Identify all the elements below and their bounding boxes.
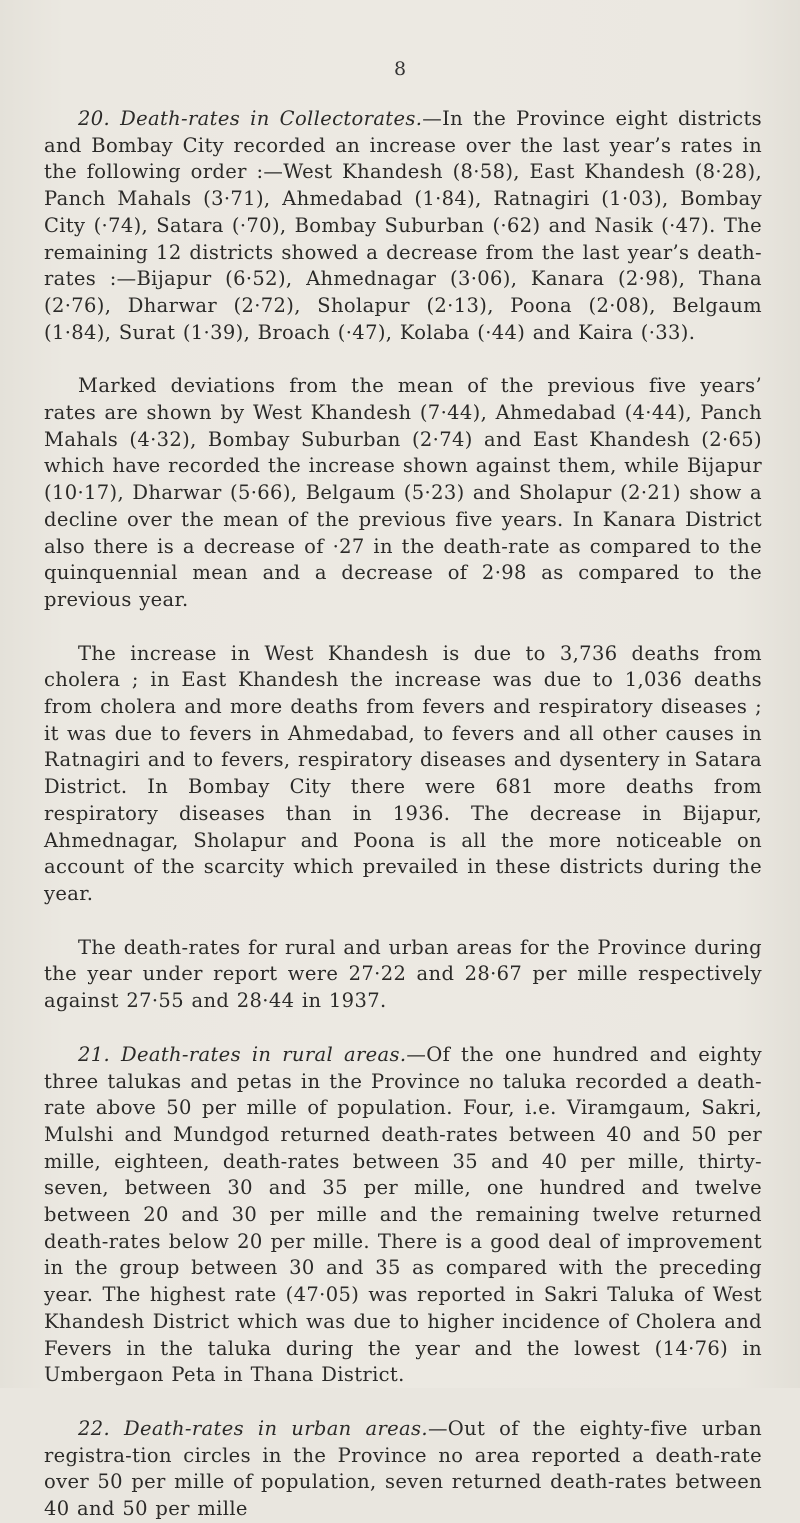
section-heading-21: 21. Death-rates in rural areas. [78, 1042, 407, 1066]
paragraph-21 [44, 1042, 762, 1389]
paragraph-text: The increase in West Khandesh is due to 3,736 deaths from cholera ; in East Khandesh the increase was due to 1,036 deaths from cholera and more deaths from fevers and respiratory diseases ; it was due to fevers in Ahmedabad, to fevers and all other causes in Ratnagiri and to fevers, respiratory diseases and dysentery in Satara District. In Bombay City there were 681 more deaths from respiratory diseases than in 1936. The decrease in Bijapur, Ahmednagar, Sholapur and Poona is all the more noticeable on account of the scarcity which prevailed in these districts during the year. [44, 641, 762, 905]
body-text [44, 106, 762, 1523]
paragraph-deviations [44, 373, 762, 613]
section-heading-22: 22. Death-rates in urban areas. [78, 1416, 428, 1440]
paragraph-text: —Out of the eighty-five urban registra-tion circles in the Province no area reported a death-rate over 50 per mille of population, seven returned death-rates between 40 and 50 per mille [44, 1416, 762, 1521]
page-number: 8 [393, 58, 407, 80]
paragraph-text: —In the Province eight districts and Bombay City recorded an increase over the last year’s rates in the following order :—West Khandesh (8·58), East Khandesh (8·28), Panch Mahals (3·71), Ahmedabad (1·84), Ratnagiri (1·03), Bombay City (·74), Satara (·70), Bombay Suburban (·62) and Nasik (·47). The remaining 12 districts showed a decrease from the last year’s death-rates :—Bijapur (6·52), Ahmednagar (3·06), Kanara (2·98), Thana (2·76), Dharwar (2·72), Sholapur (2·13), Poona (2·08), Belgaum (1·84), Surat (1·39), Broach (·47), Kolaba (·44) and Kaira (·33). [44, 107, 762, 344]
paragraph-20 [44, 106, 762, 346]
paragraph-rural-urban-rates [44, 935, 762, 1015]
paragraph-increase-causes [44, 641, 762, 908]
paragraph-text: The death-rates for rural and urban areas for the Province during the year under report were 27·22 and 28·67 per mille respectively against 27·55 and 28·44 in 1937. [44, 935, 762, 1013]
paragraph-22 [44, 1416, 762, 1523]
section-heading-20: 20. Death-rates in Collectorates. [78, 107, 423, 130]
paragraph-text: —Of the one hundred and eighty three talukas and petas in the Province no taluka recorded a death-rate above 50 per mille of population. Four, i.e. Viramgaum, Sakri, Mulshi and Mundgod returned death-rates between 40 and 50 per mille, eighteen, death-rates between 35 and 40 per mille, thirty-seven, between 30 and 35 per mille, one hundred and twelve between 20 and 30 per mille and the remaining twelve returned death-rates below 20 per mille. There is a good deal of improvement in the group between 30 and 35 as compared with the preceding year. The highest rate (47·05) was reported in Sakri Taluka of West Khandesh District which was due to higher incidence of Cholera and Fevers in the taluka during the year and the lowest (14·76) in Umbergaon Peta in Thana District. [44, 1042, 762, 1387]
paragraph-text: Marked deviations from the mean of the previous five years’ rates are shown by West Khandesh (7·44), Ahmedabad (4·44), Panch Mahals (4·32), Bombay Suburban (2·74) and East Khandesh (2·65) which have recorded the increase shown against them, while Bijapur (10·17), Dharwar (5·66), Belgaum (5·23) and Sholapur (2·21) show a decline over the mean of the previous five years. In Kanara District also there is a decrease of ·27 in the death-rate as compared to the quinquennial mean and a decrease of 2·98 as compared to the previous year. [44, 374, 762, 611]
